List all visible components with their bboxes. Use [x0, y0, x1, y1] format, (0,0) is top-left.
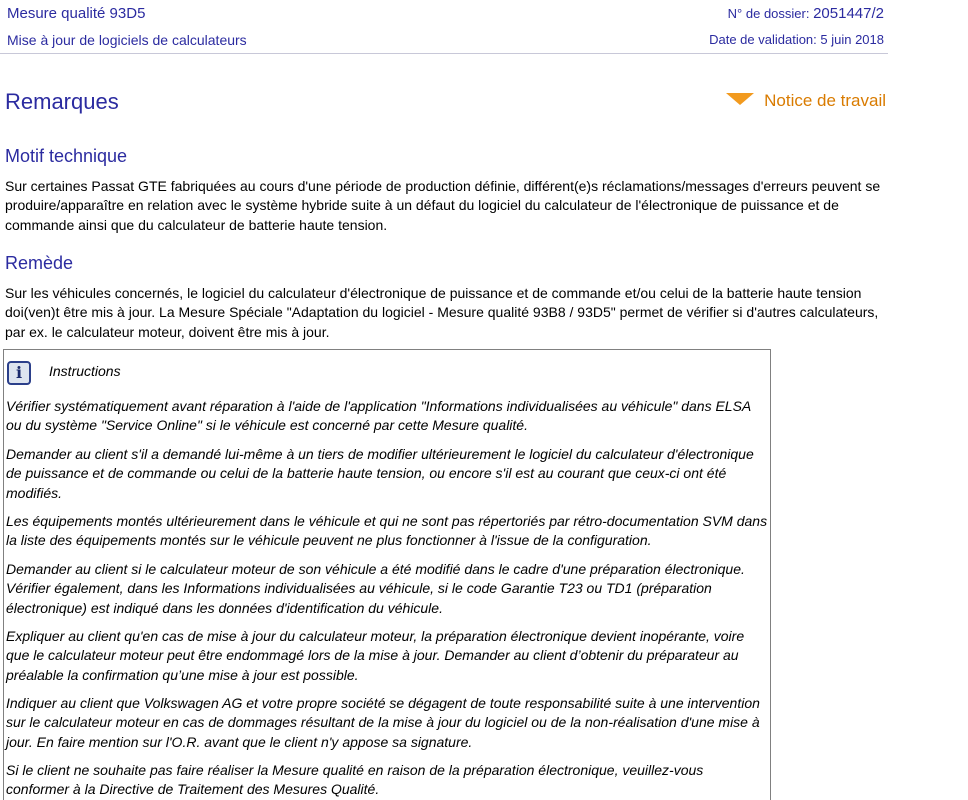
- instruction-paragraph: Vérifier systématiquement avant réparation à l'aide de l'application "Informations individualisées au véhicule" dans ELSA ou du système "Service Online" si le véhicule est concerné par cette Mesure qualité.: [6, 398, 751, 434]
- header-subtitle: Mise à jour de logiciels de calculateurs: [7, 32, 247, 48]
- header-title: Mesure qualité 93D5: [7, 5, 146, 22]
- page-title: Remarques: [5, 89, 119, 114]
- document-header: [0, 0, 888, 54]
- remede-title: Remède: [5, 253, 74, 273]
- notice-de-travail-link[interactable]: [726, 91, 886, 111]
- notice-label: Notice de travail: [764, 91, 886, 110]
- instructions-title: Instructions: [49, 363, 121, 379]
- dossier-label: N° de dossier:: [727, 6, 810, 21]
- instruction-paragraph: Expliquer au client qu'en cas de mise à jour du calculateur moteur, la préparation électronique devient inopérante, voire que le calculateur moteur peut être endommagé lors de la mise à jour. Demander au client d’obtenir du préparateur au préalable la confirmation qu’une mise à jour est possible.: [6, 628, 745, 683]
- instruction-paragraph: Indiquer au client que Volkswagen AG et votre propre société se dégagent de toute responsabilité suite à une intervention sur le calculateur moteur en cas de dommages résultant de la mise à jour du logiciel ou de la non-réalisation d'une mise à jour. En faire mention sur l'O.R. avant que le client n'y appose sa signature.: [6, 695, 760, 750]
- instruction-paragraph: Demander au client s'il a demandé lui-même à un tiers de modifier ultérieurement le logiciel du calculateur d'électronique de puissance et de commande ou celui de la batterie haute tension, ou encore s'il est au courant que ceux-ci ont été modifiés.: [6, 446, 754, 501]
- instruction-paragraph: Si le client ne souhaite pas faire réaliser la Mesure qualité en raison de la préparation électronique, veuillez-vous conformer à la Directive de Traitement des Mesures Qualité.: [6, 762, 704, 798]
- motif-technique-text: Sur certaines Passat GTE fabriquées au cours d'une période de production définie, différent(e)s réclamations/messages d'erreurs peuvent se produire/apparaître en relation avec le système hybride suite à un défaut du logiciel du calculateur de l'électronique de puissance et de commande ainsi que du calculateur de batterie haute tension.: [5, 178, 881, 233]
- instructions-box: [3, 349, 771, 800]
- info-icon: i: [7, 361, 31, 385]
- triangle-down-icon: [726, 93, 754, 105]
- instruction-paragraph: Demander au client si le calculateur moteur de son véhicule a été modifié dans le cadre d'une préparation électronique. Vérifier également, dans les Informations individualisées au véhicule, si le code Garantie T23 ou TD1 (préparation électronique) est indiqué dans les données d'identification du véhicule.: [6, 561, 745, 616]
- dossier-value: 2051447/2: [813, 5, 884, 22]
- motif-technique-title: Motif technique: [5, 146, 128, 166]
- dossier-number: [728, 5, 884, 22]
- remede-text: Sur les véhicules concernés, le logiciel du calculateur d'électronique de puissance et de commande et/ou celui de la batterie haute tension doi(ven)t être mis à jour. La Mesure Spéciale "Adaptation du logiciel - Mesure qualité 93B8 / 93D5" permet de vérifier si d'autres calculateurs, par ex. le calculateur moteur, doivent être mis à jour.: [5, 285, 879, 340]
- validation-date: Date de validation: 5 juin 2018: [709, 32, 884, 47]
- instruction-paragraph: Les équipements montés ultérieurement dans le véhicule et qui ne sont pas répertoriés par rétro-documentation SVM dans la liste des équipements montés sur le véhicule peuvent ne plus fonctionner à l'issue de la configuration.: [6, 513, 768, 549]
